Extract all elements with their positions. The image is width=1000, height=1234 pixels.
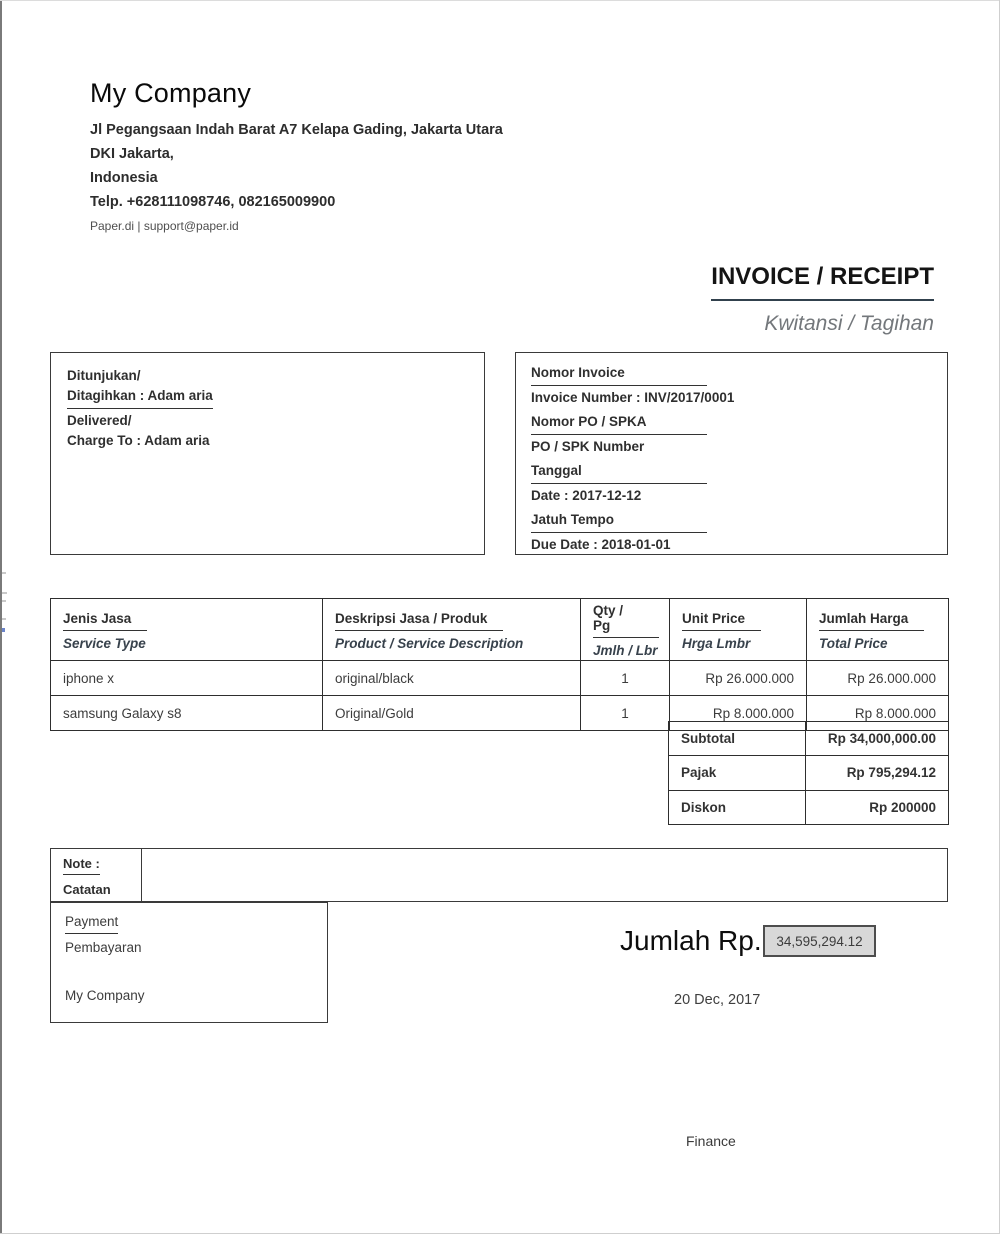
bill-to-line1: Ditunjukan/ [67, 368, 141, 383]
invoice-title: INVOICE / RECEIPT [711, 263, 934, 301]
grand-total-amount-box: 34,595,294.12 [763, 925, 876, 957]
company-name: My Company [90, 78, 252, 108]
payment-sublabel: Pembayaran [65, 940, 142, 955]
meta-label-invoice-number: Nomor Invoice [531, 365, 707, 386]
note-content [142, 849, 947, 901]
item-unit-price: Rp 26.000.000 [670, 661, 807, 696]
company-address-line3: Indonesia [90, 170, 158, 186]
item-total: Rp 26.000.000 [807, 661, 949, 696]
company-address-line1: Jl Pegangsaan Indah Barat A7 Kelapa Gading, Jakarta Utara [90, 122, 503, 138]
meta-label-due-date: Jatuh Tempo [531, 512, 707, 533]
tax-label: Pajak [669, 756, 806, 790]
note-box [50, 848, 948, 902]
page-edge-top [0, 0, 1000, 1]
grand-total-label: Jumlah Rp. [620, 925, 762, 956]
subtotal-label: Subtotal [669, 722, 806, 756]
bill-to-name: Ditagihkan : Adam aria [67, 386, 213, 410]
col-header-qty: Qty / Pg Jmlh / Lbr [581, 599, 670, 661]
page-edge-left [0, 0, 2, 1234]
item-qty: 1 [581, 661, 670, 696]
signature-finance: Finance [686, 1133, 736, 1149]
discount-row [669, 790, 949, 824]
bill-to-line2 [67, 386, 468, 412]
subtotal-value: Rp 34,000,000.00 [806, 722, 949, 756]
note-label-cell [51, 849, 142, 901]
col-header-service-type: Jenis Jasa Service Type [51, 599, 323, 661]
col-header-unit-price: Unit Price Hrga Lmbr [670, 599, 807, 661]
left-edge-artifact [2, 572, 6, 574]
meta-value-due-date: Due Date : 2018-01-01 [531, 537, 671, 552]
left-edge-artifact [2, 592, 7, 594]
company-contact: Paper.di | support@paper.id [90, 219, 239, 233]
item-service: iphone x [51, 661, 323, 696]
left-edge-artifact [2, 628, 5, 632]
item-total: Rp 8.000.000 [807, 696, 949, 731]
col-header-description: Deskripsi Jasa / Produk Product / Service Description [323, 599, 581, 661]
item-description: original/black [323, 661, 581, 696]
meta-label-po-number: Nomor PO / SPKA [531, 414, 707, 435]
note-sublabel: Catatan [63, 882, 111, 897]
item-service: samsung Galaxy s8 [51, 696, 323, 731]
left-edge-artifact [2, 618, 6, 620]
company-phone: Telp. +628111098746, 082165009900 [90, 194, 336, 210]
items-table [50, 598, 949, 731]
col-header-total-price: Jumlah Harga Total Price [807, 599, 949, 661]
table-row [51, 661, 949, 696]
bill-to-line4: Charge To : Adam aria [67, 432, 210, 448]
summary-date: 20 Dec, 2017 [674, 992, 761, 1008]
bill-to-line3: Delivered/ [67, 413, 132, 428]
meta-po-number [531, 414, 932, 454]
item-qty: 1 [581, 696, 670, 731]
meta-value-invoice-number: Invoice Number : INV/2017/0001 [531, 390, 735, 405]
discount-label: Diskon [669, 790, 806, 824]
meta-label-date: Tanggal [531, 463, 707, 484]
meta-invoice-number [531, 365, 932, 405]
invoice-meta-box [515, 352, 948, 555]
invoice-title-block [711, 263, 934, 336]
company-address-line2: DKI Jakarta, [90, 146, 174, 162]
meta-due-date [531, 512, 932, 552]
subtotal-row [669, 722, 949, 756]
tax-value: Rp 795,294.12 [806, 756, 949, 790]
payment-box [50, 902, 328, 1023]
payment-label-row [65, 914, 327, 934]
note-label: Note : [63, 856, 100, 875]
company-header [90, 78, 503, 233]
item-unit-price: Rp 8.000.000 [670, 696, 807, 731]
meta-value-date: Date : 2017-12-12 [531, 488, 642, 503]
discount-value: Rp 200000 [806, 790, 949, 824]
payment-payee: My Company [65, 988, 145, 1003]
payment-label: Payment [65, 914, 118, 934]
item-description: Original/Gold [323, 696, 581, 731]
invoice-subtitle: Kwitansi / Tagihan [764, 312, 934, 335]
tax-row [669, 756, 949, 790]
bill-to-box [50, 352, 485, 555]
meta-value-po-number: PO / SPK Number [531, 439, 645, 454]
totals-table [668, 721, 949, 825]
left-edge-artifact [2, 600, 6, 602]
items-header-row [51, 599, 949, 661]
meta-date [531, 463, 932, 503]
